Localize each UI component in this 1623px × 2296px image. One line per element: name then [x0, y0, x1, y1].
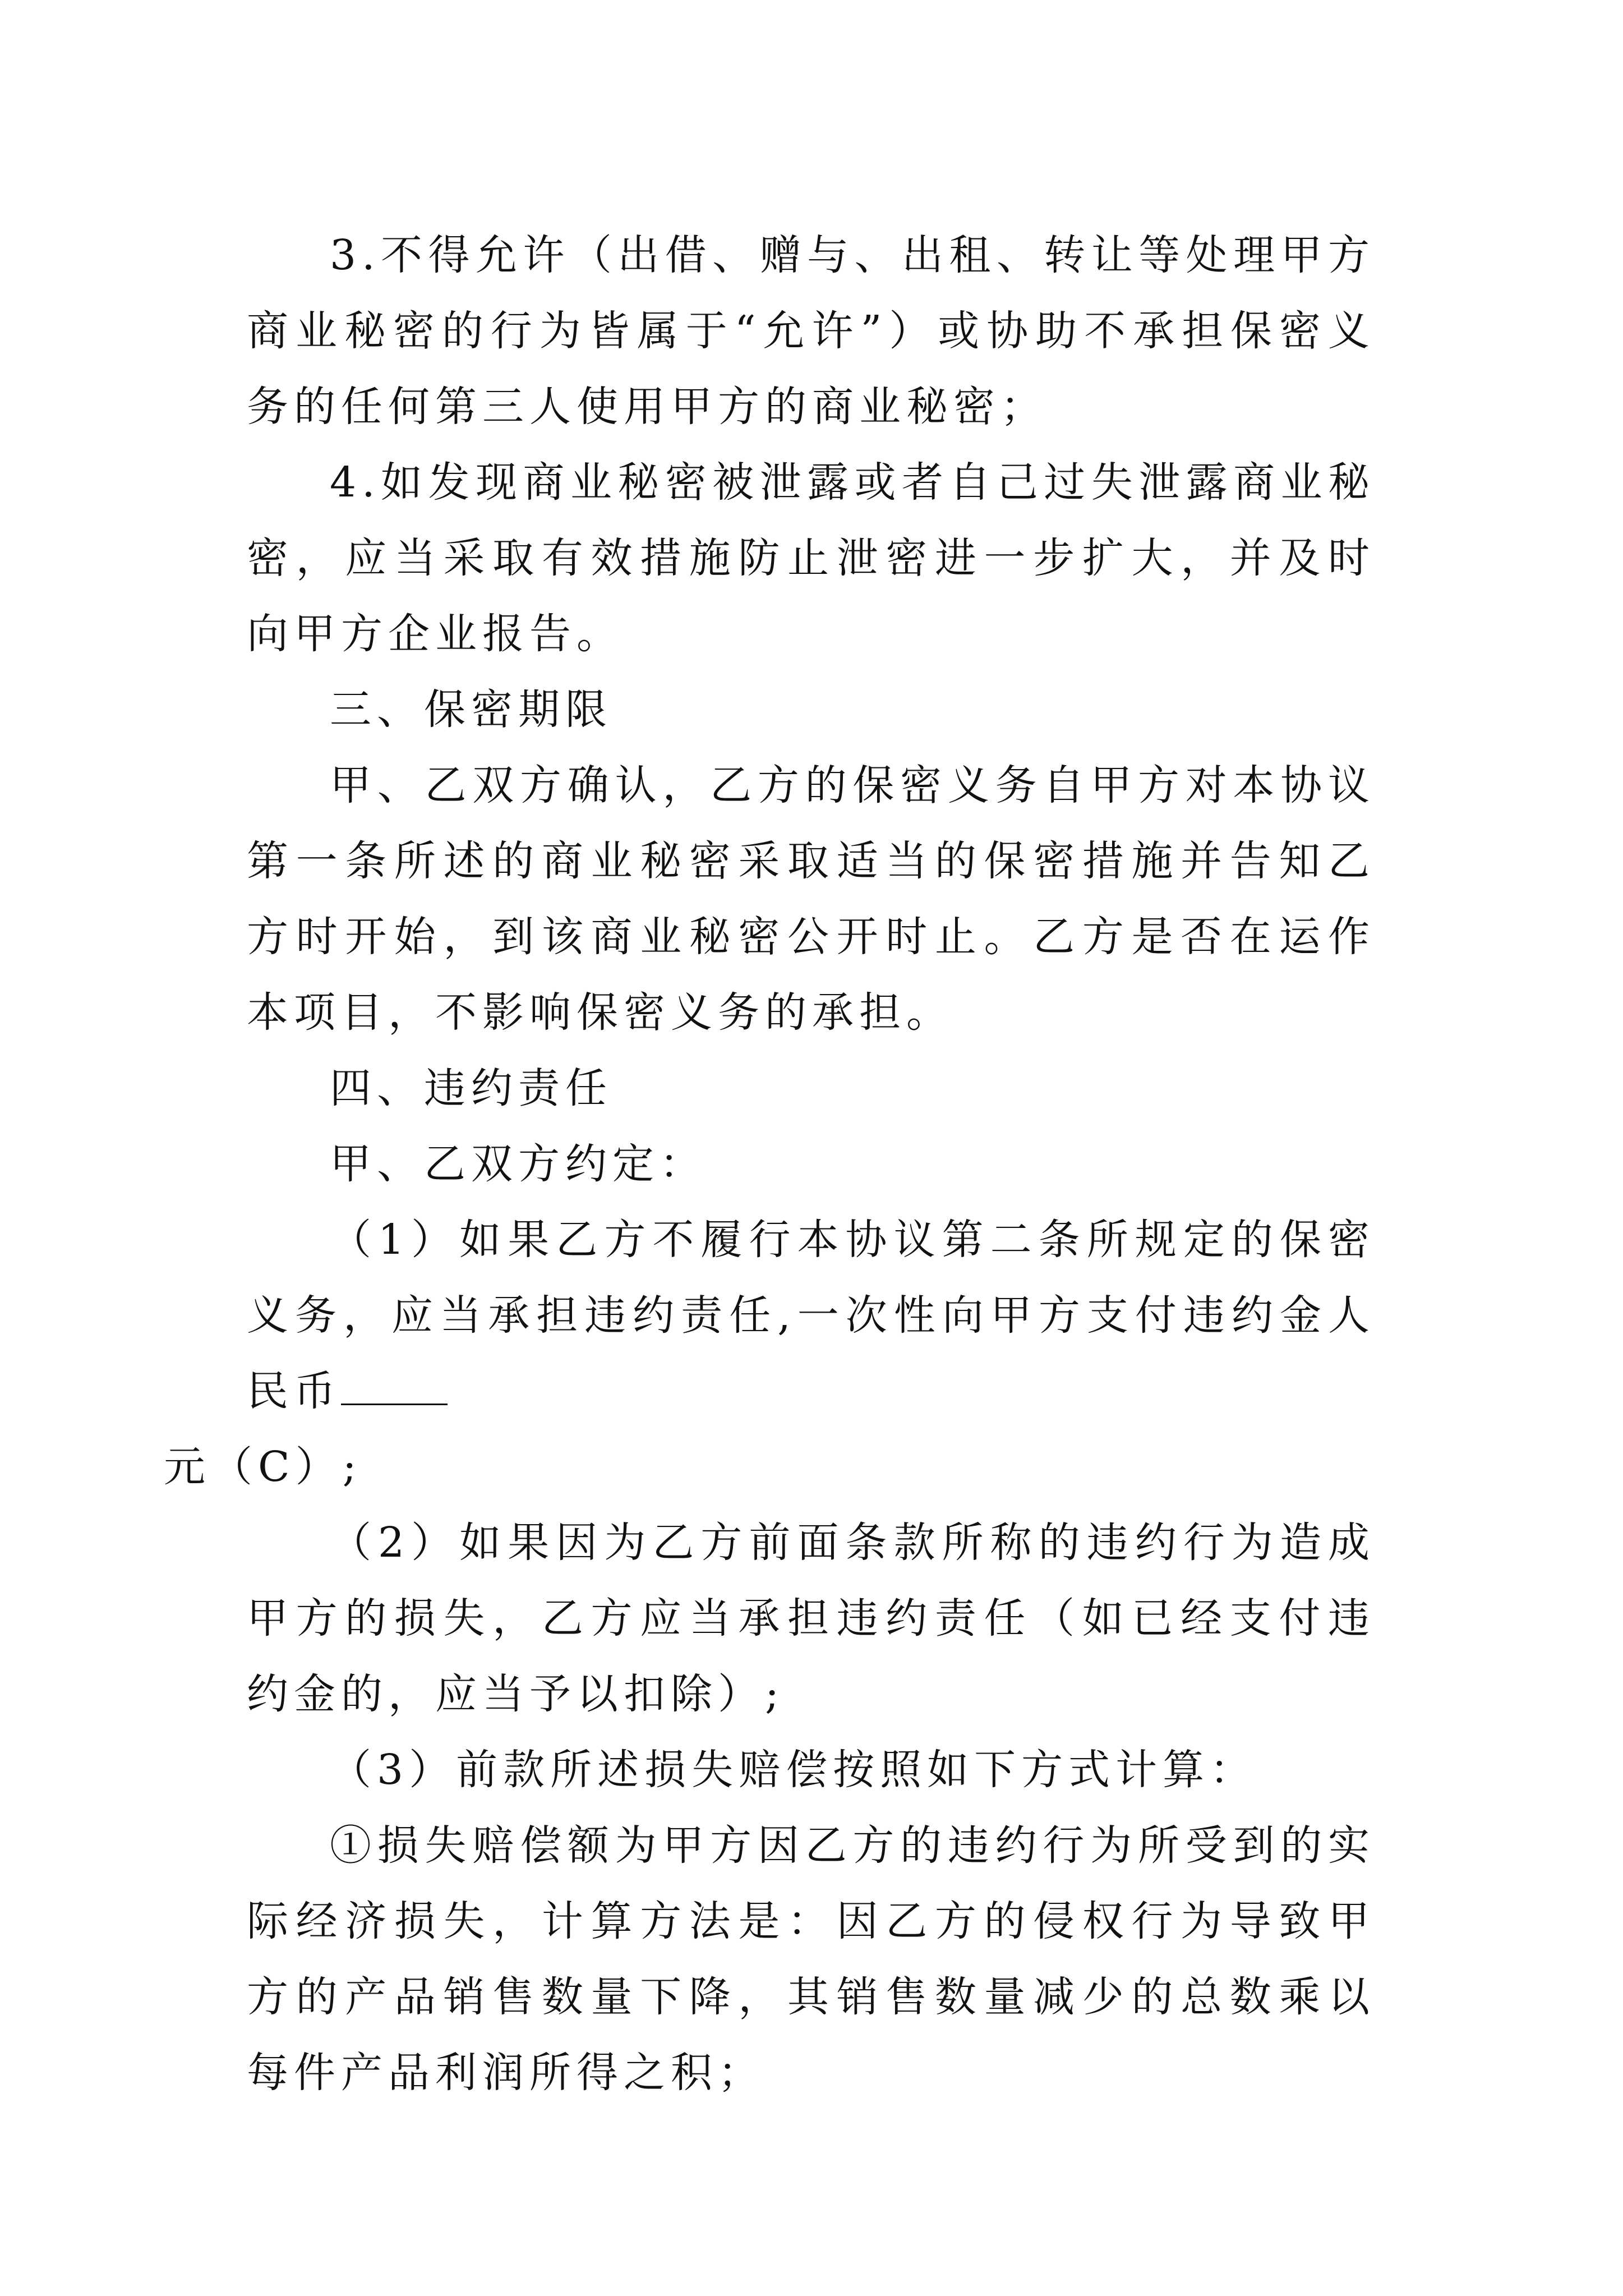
amount-blank	[341, 1371, 448, 1405]
section-heading-confidentiality-period: 三、保密期限	[330, 685, 612, 734]
paragraph-clause-3: 3.不得允许（出借、赠与、出租、转让等处理甲方商业秘密的行为皆属于“允许”）或协助不承担保密义务的任何第三人使用甲方的商业秘密；	[247, 231, 1375, 431]
paragraph-calculation-1: ①损失赔偿额为甲方因乙方的违约行为所受到的实际经济损失，计算方法是：因乙方的侵权行为导致甲方的产品销售数量下降，其销售数量减少的总数乘以每件产品利润所得之积；	[247, 1821, 1375, 2097]
paragraph-confidentiality-period: 甲、乙双方确认，乙方的保密义务自甲方对本协议第一条所述的商业秘密采取适当的保密措施并告知乙方时开始，到该商业秘密公开时止。乙方是否在运作本项目，不影响保密义务的承担。	[247, 761, 1375, 1037]
document-body	[164, 218, 1375, 2111]
paragraph-clause-4: 4.如发现商业秘密被泄露或者自己过失泄露商业秘密，应当采取有效措施防止泄密进一步扩大，并及时向甲方企业报告。	[247, 458, 1375, 658]
penalty-text: （1）如果乙方不履行本协议第二条所规定的保密义务，应当承担违约责任,一次性向甲方支付违约金人民币	[247, 1216, 1375, 1415]
paragraph-penalty-3: （3）前款所述损失赔偿按照如下方式计算：	[330, 1746, 1257, 1794]
section-heading-liability: 四、违约责任	[330, 1064, 612, 1112]
paragraph-penalty-2: （2）如果因为乙方前面条款所称的违约行为造成甲方的损失，乙方应当承担违约责任（如已经支付违约金的，应当予以扣除）;	[247, 1519, 1375, 1718]
paragraph-penalty-1	[164, 1202, 1375, 1505]
paragraph-parties-agree: 甲、乙双方约定：	[330, 1140, 707, 1188]
penalty-unit: 元（C）;	[164, 1443, 362, 1491]
